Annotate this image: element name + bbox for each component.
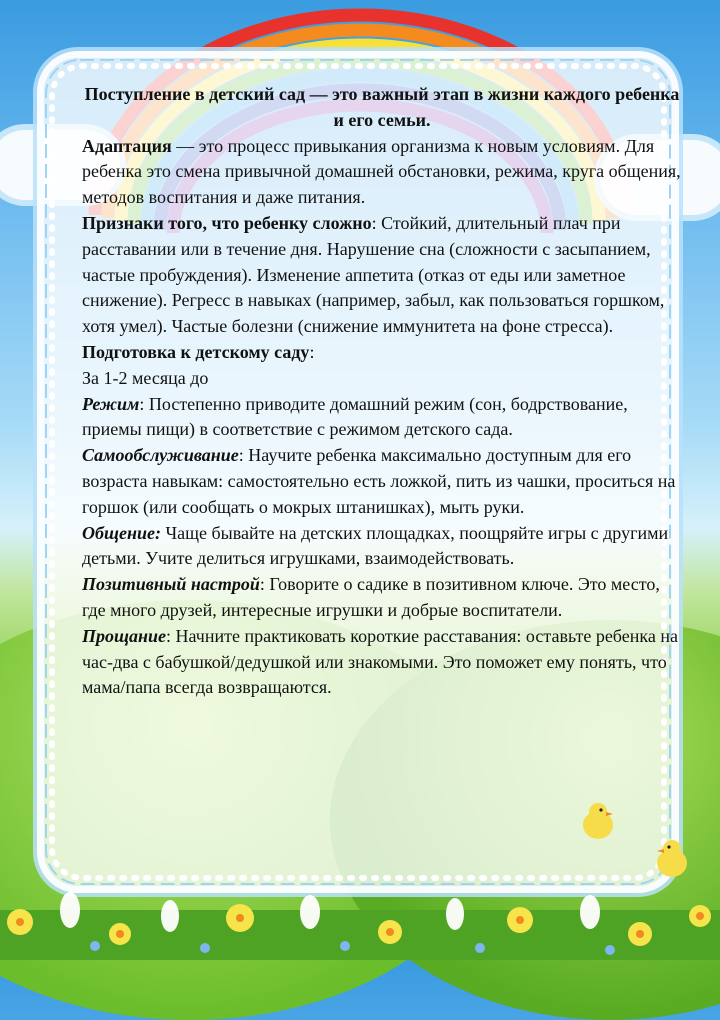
- tip-term: Прощание: [82, 625, 166, 646]
- document-body: [82, 82, 682, 701]
- text-adaptation: — это процесс привыкания организма к новым условиям. Для ребенка это смена привычной домашней обстановки, режима, круга общения, методов воспитания и даже питания.: [82, 135, 681, 208]
- tip-text: : Говорите о садике в позитивном ключе. Это место, где много друзей, интересные игрушки и добрые воспитатели.: [82, 574, 660, 620]
- daisy-flowers-icon: [0, 870, 720, 960]
- tip-term: Самообслуживание: [82, 445, 239, 466]
- preparation-period: За 1-2 месяца до: [82, 367, 209, 388]
- tip-text: : Начните практиковать короткие расставания: оставьте ребенка на час-два с бабушкой/дедушкой или знакомыми. Это поможет ему понять, что мама/папа всегда возвращаются.: [82, 625, 678, 698]
- chick-icon: [578, 800, 618, 842]
- tip-term: Режим: [82, 393, 140, 414]
- tip-regime: [82, 392, 682, 444]
- tip-positive-attitude: [82, 572, 682, 624]
- term-preparation: Подготовка к детскому саду: [82, 341, 310, 362]
- text-preparation: :: [309, 341, 315, 362]
- paragraph-signs: [82, 211, 682, 340]
- term-adaptation: Адаптация: [82, 135, 172, 156]
- paragraph-preparation: [82, 340, 682, 366]
- tip-term: Позитивный настрой: [82, 574, 260, 595]
- tip-communication: [82, 521, 682, 573]
- tip-text: Чаще бывайте на детских площадках, поощряйте игры с другими детьми. Учите делиться игрушками, взаимодействовать.: [82, 522, 669, 569]
- term-signs: Признаки того, что ребенку сложно: [82, 212, 372, 233]
- tip-text: : Научите ребенка максимально доступным для его возраста навыкам: самостоятельно есть ложкой, пить из чашки, проситься на горшок (или сообщать о мокрых штанишках), мыть руки.: [82, 445, 676, 517]
- tip-text: : Постепенно приводите домашний режим (сон, бодрствование, приемы пищи) в соответствие с режимом детского сада.: [82, 393, 628, 440]
- tip-farewell: [82, 624, 682, 701]
- text-signs: : Стойкий, длительный плач при расставании или в течение дня. Нарушение сна (сложности с засыпанием, частые пробуждения). Изменение аппетита (отказ от еды или заметное снижение). Регресс в навыках (например, забыл, как пользоваться горшком, хотя умел). Частые болезни (снижение иммунитета на фоне стресса).: [82, 212, 665, 337]
- paragraph-adaptation: [82, 134, 682, 211]
- tip-term: Общение:: [82, 522, 161, 543]
- tip-self-care: [82, 443, 682, 520]
- document-title: Поступление в детский сад — это важный этап в жизни каждого ребенка и его семьи.: [84, 84, 680, 130]
